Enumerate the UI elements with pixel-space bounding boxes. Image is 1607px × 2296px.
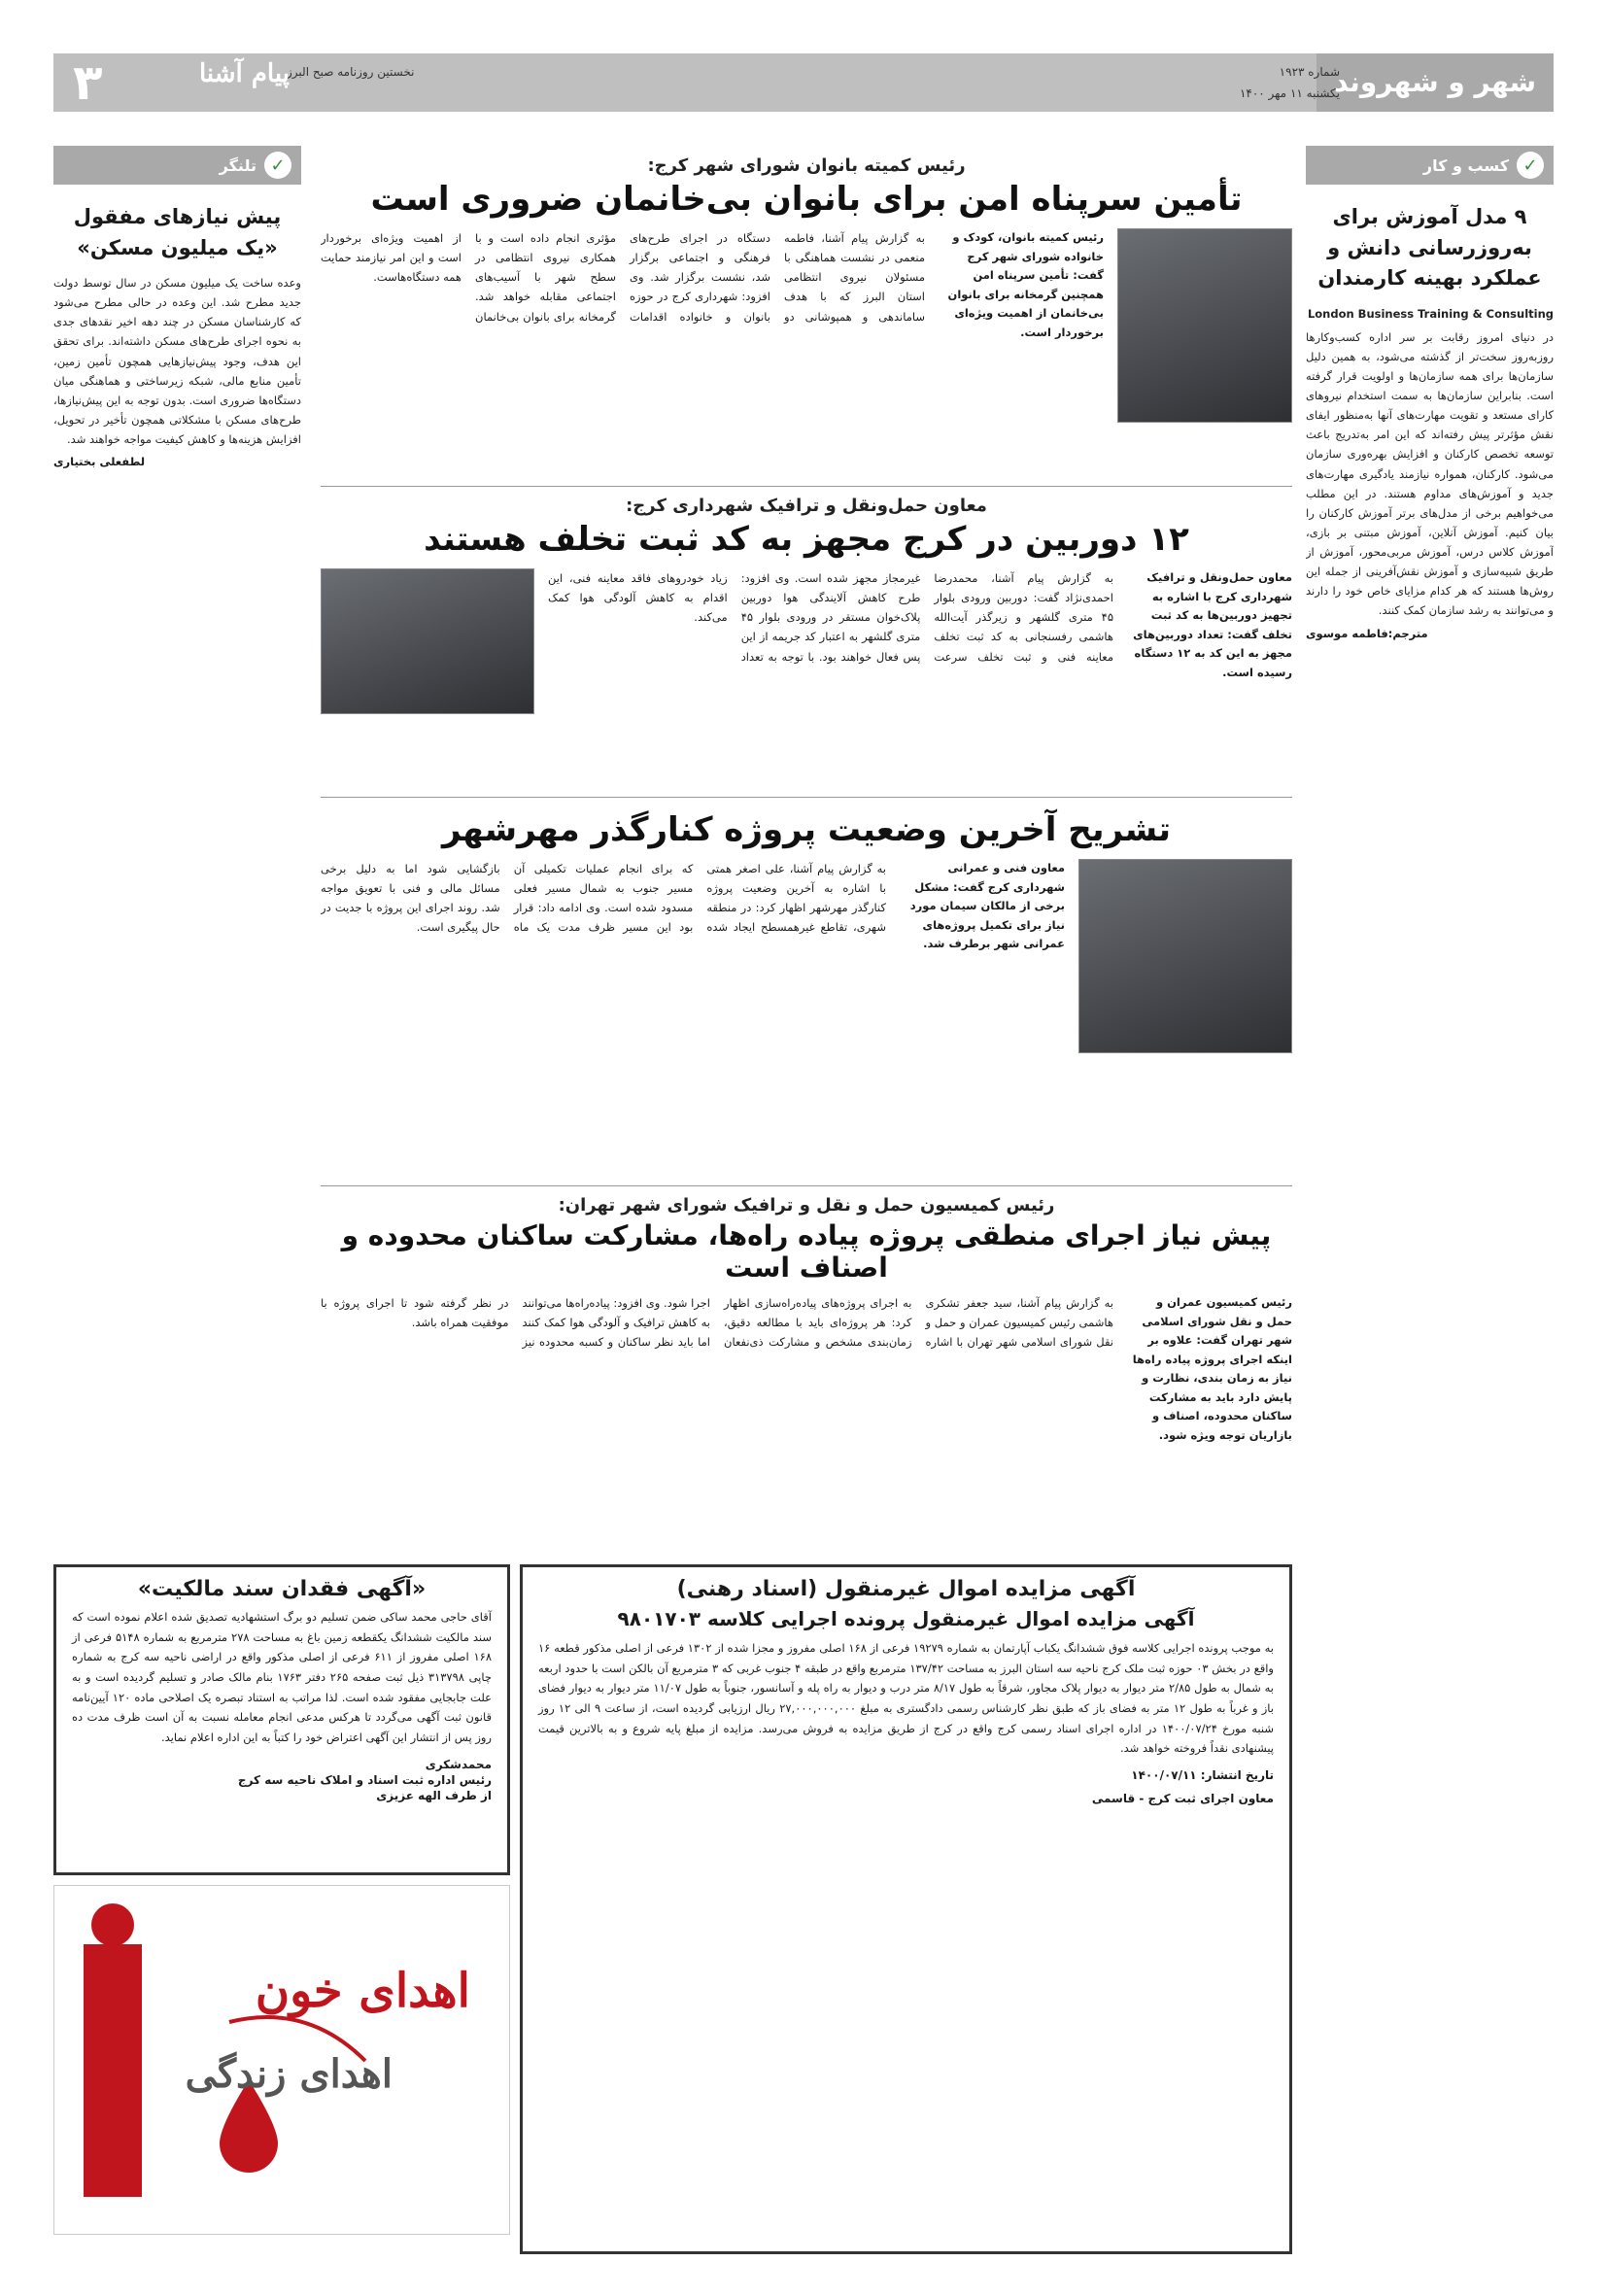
check-icon: ✓ (264, 152, 291, 179)
ad-signer: محمدشکری (425, 1757, 492, 1771)
article-lead: رئیس کمیسیون عمران و حمل و نقل شورای اسلامی شهر تهران گفت: علاوه بر اینکه اجرای پروژه پیاده راه‌ها نیاز به زمان بندی، نظارت و پایش دارد باید به مشارکت ساکنان محدوده، اصناف و بازاریان توجه ویژه شود. (1132, 1295, 1292, 1442)
article-body: به گزارش پیام آشنا، فاطمه منعمی در نشست هماهنگی با مسئولان نیروی انتظامی استان البرز که با هدف ساماندهی و همپوشانی دو دستگاه در اجرای طرح‌های فرهنگی و اجتماعی برگزار شد، نشست برگزار شد. وی افزود: شهرداری کرج در حوزه بانوان و خانواده اقدامات مؤثری انجام داده است و با همکاری نیروی انتظامی در سطح شهر با آسیب‌های اجتماعی مقابله خواهد شد. گرمخانه برای بانوان بی‌خانمان از اهمیت ویژه‌ای برخوردار است و این امر نیازمند حمایت همه دستگاه‌هاست. (321, 231, 925, 324)
column-header (53, 146, 301, 185)
right-column-business (1306, 146, 1554, 2283)
blood-ad-line2: اهدای زندگی (185, 2051, 393, 2097)
article-body: به گزارش پیام آشنا، محمدرضا احمدی‌نژاد گفت: دوربین ورودی بلوار ۴۵ متری گلشهر و زیرگذر آیت‌الله هاشمی رفسنجانی به کد ثبت تخلف معاینه فنی و ثبت تخلف سرعت غیرمجاز مجهز شده است. وی افزود: طرح کاهش آلایندگی هوا دوربین پلاک‌خوان مستقر در ورودی بلوار ۴۵ متری گلشهر به اعتبار کد جریمه از این پس فعال خواهند بود. با توجه به تعداد زیاد خودروهای فاقد معاینه فنی، این اقدام به کاهش آلودگی هوا کمک می‌کند. (548, 571, 1113, 664)
article-body: به گزارش پیام آشنا، علی اصغر همتی با اشاره به آخرین وضعیت پروژه کنارگذر مهرشهر اظهار کرد: در منطقه شهری، تقاطع غیرهمسطح ایجاد شده که برای انجام عملیات تکمیلی آن مسیر جنوب به شمال مسیر فعلی مسدود شده است. وی ادامه داد: قرار بود این مسیر ظرف مدت یک ماه بازگشایی شود اما به دلیل برخی مسائل مالی و فنی با تعویق مواجه شد. روند اجرای این پروژه با جدیت در حال پیگیری است. (321, 862, 886, 935)
article-photo (321, 568, 534, 714)
article-headline: پیش نیاز اجرای منطقی پروژه پیاده راه‌ها، مشارکت ساکنان محدوده و اصناف است (341, 1219, 1272, 1284)
article-title: ۹ مدل آموزش برای به‌روزرسانی دانش و عملکرد بهینه کارمندان (1317, 205, 1542, 290)
ad-body: به موجب پرونده اجرایی کلاسه فوق ششدانگ یکباب آپارتمان به شماره ۱۹۲۷۹ فرعی از ۱۶۸ اصلی مفروز و مجزا شده از ۱۳۰۲ فرعی از اصلی مذکور قطعه ۱۶ واقع در بخش ۰۳ حوزه ثبت ملک کرج ناحیه سه استان البرز به مساحت ۱۳۷/۴۲ مترمربع واقع در طبقه ۴ جنوب غربی که ۳ مترمربع آن بالکن است با حدود اربعه به شمال به طول ۲/۸۵ متر دیوار به دیوار پلاک مجاور، شرقاً به طول ۸/۱۷ متر درب و دیوار به راه پله و آسانسور، جنوباً به طول ۱۱/۰۷ متر دیوار به دیوار فضای باز و غرباً به طول ۱۲ متر به فضای باز که طبق نظر کارشناس رسمی دادگستری به مبلغ ۲۷,۰۰۰,۰۰۰,۰۰۰ ریال ارزیابی گردیده است، از ساعت ۹ الی ۱۲ روز شنبه مورخ ۱۴۰۰/۰۷/۲۴ در اداره اجرای اسناد رسمی کرج واقع در کرج از طریق مزایده به فروش می‌رسد. مزایده از مبلغ پایه شروع و به بالاترین قیمت پیشنهادی نقداً فروخته خواهد شد. (538, 1641, 1275, 1756)
check-icon: ✓ (1517, 152, 1544, 179)
ad-signer-title-2: از طرف الهه عزیزی (376, 1788, 492, 1802)
article-kicker: معاون حمل‌ونقل و ترافیک شهرداری کرج: (626, 496, 987, 516)
article-body: وعده ساخت یک میلیون مسکن در سال توسط دولت جدید مطرح شد. این وعده در حالی مطرح می‌شود که کارشناسان مسکن در چند دهه اخیر نقدهای جدی به نحوه اجرای طرح‌های مسکن داشته‌اند. برای تحقق این هدف، وجود پیش‌نیازهایی همچون تأمین زمین، تأمین منابع مالی، شبکه زیرساختی و هماهنگی میان دستگاه‌ها ضروری است. بدون توجه به این پیش‌نیازها، طرح‌های مسکن با مشکلاتی همچون تأخیر در تحویل، افزایش هزینه‌ها و کاهش کیفیت مواجه خواهند شد. (53, 276, 301, 446)
newspaper-logo: پیام آشنا (199, 59, 290, 88)
column-header-label: کسب و کار (1422, 155, 1509, 175)
article-lead: معاون فنی و عمرانی شهرداری کرج گفت: مشکل برخی از مالکان سیمان مورد نیاز برای تکمیل پروژه‌های عمرانی شهر برطرف شد. (909, 861, 1065, 951)
issue-number: شماره ۱۹۲۳ (1279, 65, 1340, 79)
article-headline: ۱۲ دوربین در کرج مجهز به کد ثبت تخلف هستند (424, 520, 1189, 559)
ad-subtitle: آگهی مزایده اموال غیرمنقول پرونده اجرایی کلاسه ۹۸۰۱۷۰۳ (617, 1607, 1195, 1630)
issue-info (1240, 61, 1340, 104)
article-body: در دنیای امروز رقابت بر سر اداره کسب‌وکارها روزبه‌روز سخت‌تر از گذشته می‌شود، به همین دلیل سازمان‌ها برای همه سازمان‌ها و اولویت قرار گرفته است. بنابراین سازمان‌ها به سمت استخدام نیروهای کارای مستعد و تقویت مهارت‌های آنها به‌منظور ایفای نقش مؤثرتر پیش رفته‌اند که این امر به‌تدریج باعث توسعه تخصص کارکنان و افزایش بهره‌وری سازمان می‌شود. کارکنان، همواره نیازمند یادگیری مهارت‌های جدید و آموزش‌های مداوم هستند. در این مطلب می‌خواهیم برخی از مدل‌های برتر آموزش کارکنان را بیان کنیم. آموزش آنلاین، آموزش مبتنی بر بازی، آموزش کلاس درس، آموزش مربی‌محور، آموزش از طریق شبیه‌سازی و آموزش نقش‌آفرینی از جمله این روش‌ها هستند که هر کدام مزایای خاص خود را دارند و می‌توانند به رشد سازمان کمک کنند. (1306, 329, 1554, 618)
ad-body: آقای حاجی محمد ساکی ضمن تسلیم دو برگ استشهادیه تصدیق شده اعلام نموده است که سند مالکیت ششدانگ یکقطعه زمین باغ به مساحت ۲۷۸ مترمربع به شماره ۵۱۴۸ فرعی از ۱۶۸ اصلی مفروز از ۶۱۱ فرعی از اصلی مذکور واقع در اراضی ناحیه سه کرج به شماره چاپی ۳۱۳۷۹۸ ذیل ثبت صفحه ۲۶۵ دفتر ۱۷۶۳ بنام مالک صادر و تسلیم گردیده است و به علت جابجایی مفقود شده است. لذا مراتب به استناد تبصره یک اصلاحی ماده ۱۲۰ آیین‌نامه قانون ثبت آگهی می‌گردد تا هرکس مدعی انجام معامله نسبت به آن است ظرف مدت ده روز پس از انتشار این آگهی اعتراض خود را کتباً به این اداره اعلام نماید. (72, 1610, 493, 1745)
blood-donation-ad (53, 1885, 510, 2235)
article-pedestrian (321, 1195, 1292, 1516)
tagline: نخستین روزنامه صبح البرز (287, 65, 415, 79)
article-kicker: رئیس کمیته بانوان شورای شهر کرج: (647, 155, 966, 176)
article-byline: مترجم:فاطمه موسوی (1306, 626, 1428, 640)
column-header (1306, 146, 1554, 185)
deed-loss-ad (53, 1564, 510, 1875)
article-title: پیش نیازهای مفقول «یک میلیون مسکن» (73, 205, 282, 259)
auction-ad (520, 1564, 1292, 2254)
article-shelter (321, 155, 1292, 476)
divider (321, 1185, 1292, 1186)
article-body: به گزارش پیام آشنا، سید جعفر تشکری هاشمی رئیس کمیسیون عمران و حمل و نقل شورای اسلامی شهر تهران با اشاره به اجرای پروژه‌های پیاده‌راه‌سازی اظهار کرد: هر پروژه‌ای باید با مطالعه دقیق، زمان‌بندی مشخص و مشارکت ذی‌نفعان اجرا شود. وی افزود: پیاده‌راه‌ها می‌توانند به کاهش ترافیک و آلودگی هوا کمک کنند اما باید نظر ساکنان و کسبه محدوده نیز در نظر گرفته شود تا اجرای پروژه با موفقیت همراه باشد. (321, 1296, 1113, 1350)
article-content (321, 859, 1292, 1053)
article-kicker: رئیس کمیسیون حمل و نقل و ترافیک شورای شهر تهران: (558, 1195, 1055, 1216)
blood-ad-line1: اهدای خون (255, 1964, 470, 2018)
ad-title: آگهی مزایده اموال غیرمنقول (اسناد رهنی) (676, 1577, 1136, 1601)
article-content (321, 1293, 1292, 1445)
divider (321, 797, 1292, 798)
article-content (321, 568, 1292, 714)
article-lead: رئیس کمیته بانوان، کودک و خانواده شورای شهر کرج گفت: تأمین سرپناه امن همچنین گرمخانه برای بانوان بی‌خانمان از اهمیت ویژه‌ای برخوردار است. (947, 230, 1104, 339)
article-byline: لطفعلی بختیاری (53, 455, 146, 469)
ad-signature: معاون اجرای ثبت کرج - قاسمی (1091, 1792, 1274, 1806)
article-photo (1078, 859, 1292, 1053)
issue-date: یکشنبه ۱۱ مهر ۱۴۰۰ (1239, 86, 1340, 100)
ad-title: «آگهی فقدان سند مالکیت» (137, 1577, 427, 1601)
masthead (53, 53, 1554, 112)
ad-signer-title: رئیس اداره ثبت اسناد و املاک ناحیه سه کرج (237, 1772, 492, 1787)
ad-date: تاریخ انتشار: ۱۴۰۰/۰۷/۱۱ (1131, 1768, 1274, 1783)
divider (321, 486, 1292, 487)
page-number: ۳ (73, 54, 103, 111)
article-headline: تأمین سرپناه امن برای بانوان بی‌خانمان ضروری است (370, 180, 1243, 219)
article-lead: معاون حمل‌ونقل و ترافیک شهرداری کرج با اشاره به تجهیز دوربین‌ها به کد ثبت تخلف گفت: تعداد دوربین‌های مجهز به این کد به ۱۲ دستگاه رسیده است. (1133, 570, 1292, 679)
article-content (321, 228, 1292, 423)
article-cameras (321, 496, 1292, 787)
article-source: London Business Training & Consulting (1307, 306, 1554, 321)
article-mehrshahr (321, 806, 1292, 1176)
article-headline: تشریح آخرین وضعیت پروژه کنارگذر مهرشهر (441, 810, 1172, 849)
article-photo (1117, 228, 1292, 423)
section-title: شهر و شهروند (1316, 53, 1554, 112)
column-header-label: تلنگر (219, 155, 256, 175)
